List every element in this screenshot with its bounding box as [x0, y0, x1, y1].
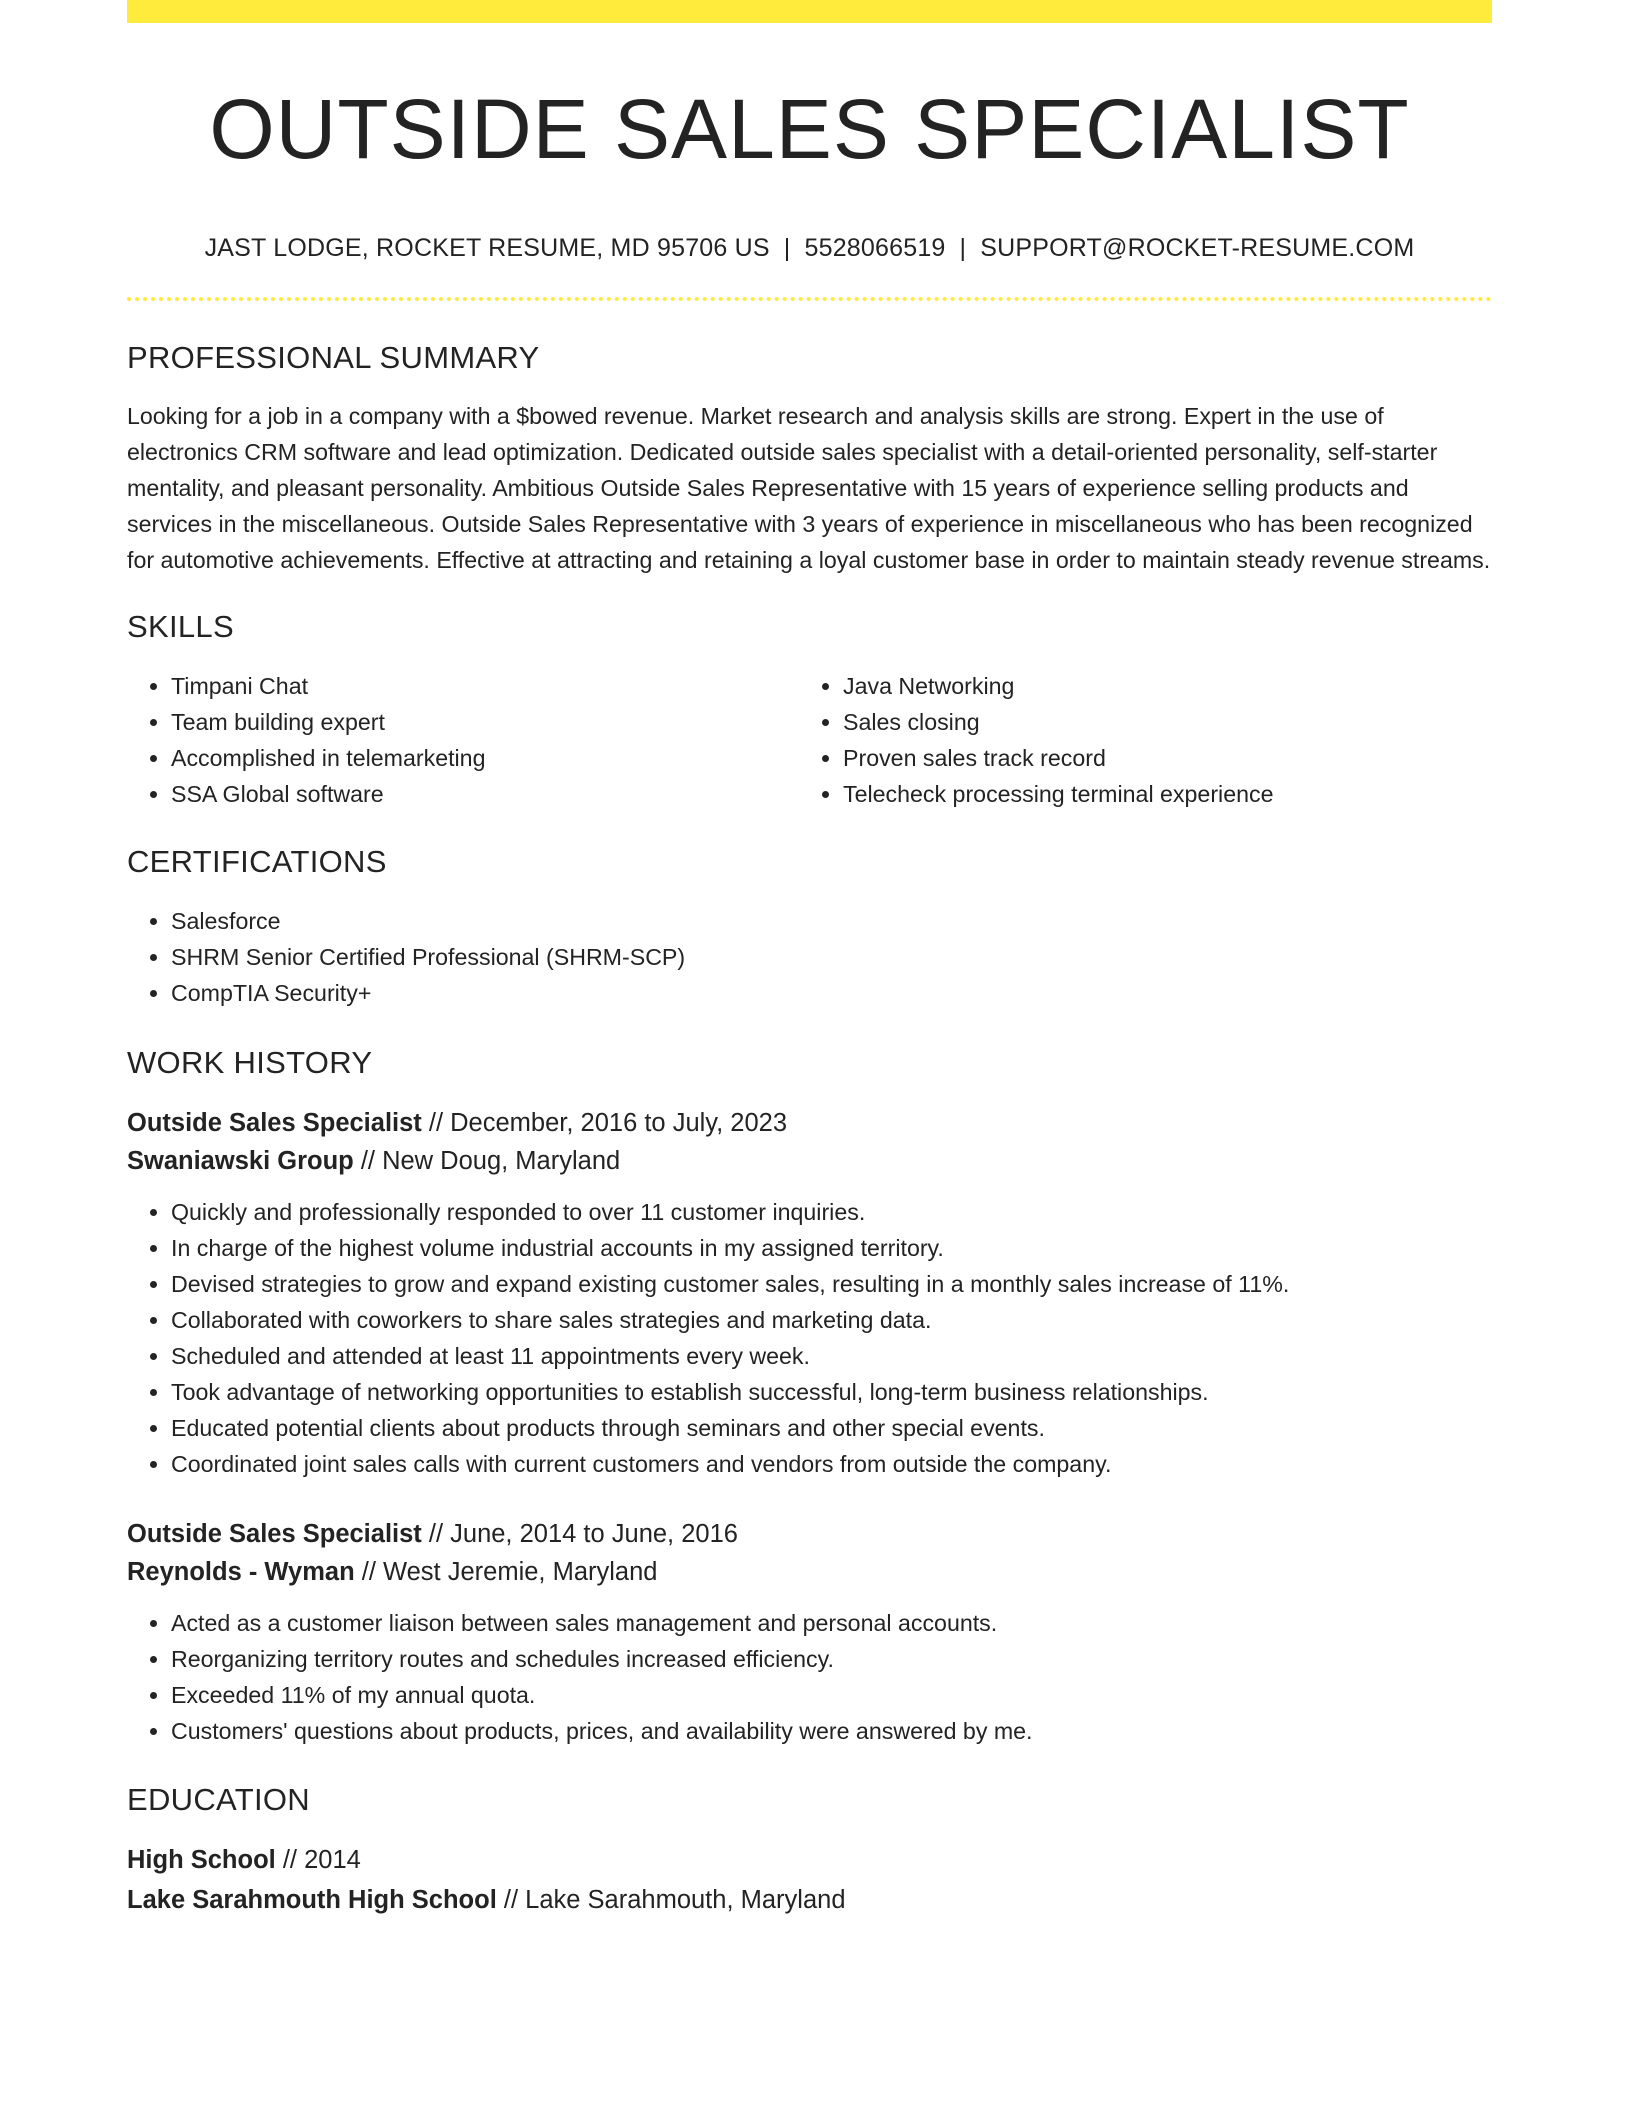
skills-list-left [127, 668, 799, 812]
section-title-education: EDUCATION [127, 1782, 310, 1817]
job-bullet: • Collaborated with coworkers to share sales strategies and marketing data. [171, 1302, 1492, 1338]
job-role-line [127, 1104, 1492, 1142]
contact-email: SUPPORT@ROCKET-RESUME.COM [980, 234, 1415, 262]
job-company: Reynolds - Wyman [127, 1558, 355, 1586]
job-bullet: • Quickly and professionally responded to over 11 customer inquiries. [171, 1194, 1492, 1230]
education-school-line [127, 1881, 1492, 1919]
job-company-line [127, 1142, 1492, 1180]
contact-line [127, 232, 1492, 264]
education-degree-line [127, 1841, 1492, 1879]
skill-item: • SSA Global software [171, 776, 799, 812]
resume-page [127, 0, 1492, 1919]
resume-name: OUTSIDE SALES SPECIALIST [209, 82, 1410, 176]
job-bullets [127, 1605, 1492, 1749]
skills-column-right [799, 668, 1471, 812]
accent-bar [127, 0, 1492, 23]
job-bullets [127, 1194, 1492, 1482]
summary-text: Looking for a job in a company with a $bowed revenue. Market research and analysis skills are strong. Expert in the use of electronics CRM software and lead optimization. Dedicated outside sales specialist with a detail-oriented personality, self-starter mentality, and pleasant personality. Ambitious Outside Sales Representative with 15 years of experience selling products and services in the miscellaneous. Outside Sales Representative with 3 years of experience in miscellaneous who has been recognized for automotive achievements. Effective at attracting and retaining a loyal customer base in order to maintain steady revenue streams. [127, 403, 1491, 573]
skills-column-left [127, 668, 799, 812]
job-location: // New Doug, Maryland [353, 1147, 621, 1175]
section-title-work-history: WORK HISTORY [127, 1045, 373, 1080]
job-bullet: • Took advantage of networking opportunities to establish successful, long-term business relationships. [171, 1374, 1492, 1410]
education-school: Lake Sarahmouth High School [127, 1886, 497, 1914]
job-bullet: • Devised strategies to grow and expand existing customer sales, resulting in a monthly sales increase of 11%. [171, 1266, 1492, 1302]
skill-item: • Sales closing [843, 704, 1471, 740]
job-bullet: • Acted as a customer liaison between sales management and personal accounts. [171, 1605, 1492, 1641]
section-title-skills: SKILLS [127, 609, 234, 644]
education-degree: High School [127, 1846, 276, 1874]
job-bullet: • Reorganizing territory routes and schedules increased efficiency. [171, 1641, 1492, 1677]
job-bullet: • In charge of the highest volume industrial accounts in my assigned territory. [171, 1230, 1492, 1266]
job-dates: // December, 2016 to July, 2023 [421, 1109, 788, 1137]
section-title-certifications: CERTIFICATIONS [127, 844, 387, 879]
certifications-list [127, 903, 1492, 1011]
contact-separator: | [959, 234, 967, 262]
job-dates: // June, 2014 to June, 2016 [421, 1520, 738, 1548]
job-company: Swaniawski Group [127, 1147, 354, 1175]
job-role: Outside Sales Specialist [127, 1520, 422, 1548]
section-title-summary: PROFESSIONAL SUMMARY [127, 340, 540, 375]
skill-item: • Telecheck processing terminal experience [843, 776, 1471, 812]
dotted-divider [127, 297, 1492, 301]
job-bullet: • Coordinated joint sales calls with current customers and vendors from outside the company. [171, 1446, 1492, 1482]
certification-item: • CompTIA Security+ [171, 975, 1492, 1011]
skill-item: • Java Networking [843, 668, 1471, 704]
skill-item: • Timpani Chat [171, 668, 799, 704]
contact-address: JAST LODGE, ROCKET RESUME, MD 95706 US [204, 234, 770, 262]
skill-item: • Accomplished in telemarketing [171, 740, 799, 776]
certification-item: • SHRM Senior Certified Professional (SHRM-SCP) [171, 939, 1492, 975]
job-company-line [127, 1553, 1492, 1591]
job-bullet: • Exceeded 11% of my annual quota. [171, 1677, 1492, 1713]
job-role-line [127, 1515, 1492, 1553]
certification-item: • Salesforce [171, 903, 1492, 939]
job-bullet: • Scheduled and attended at least 11 appointments every week. [171, 1338, 1492, 1374]
contact-phone: 5528066519 [804, 234, 946, 262]
job-entry [127, 1104, 1492, 1482]
education-year: // 2014 [275, 1846, 361, 1874]
skill-item: • Proven sales track record [843, 740, 1471, 776]
skill-item: • Team building expert [171, 704, 799, 740]
job-bullet: • Educated potential clients about products through seminars and other special events. [171, 1410, 1492, 1446]
job-location: // West Jeremie, Maryland [354, 1558, 658, 1586]
education-entry [127, 1841, 1492, 1919]
skills-grid [127, 668, 1492, 812]
skills-list-right [799, 668, 1471, 812]
job-bullet: • Customers' questions about products, prices, and availability were answered by me. [171, 1713, 1492, 1749]
job-entry [127, 1515, 1492, 1749]
education-location: // Lake Sarahmouth, Maryland [496, 1886, 846, 1914]
contact-separator: | [783, 234, 791, 262]
job-role: Outside Sales Specialist [127, 1109, 422, 1137]
